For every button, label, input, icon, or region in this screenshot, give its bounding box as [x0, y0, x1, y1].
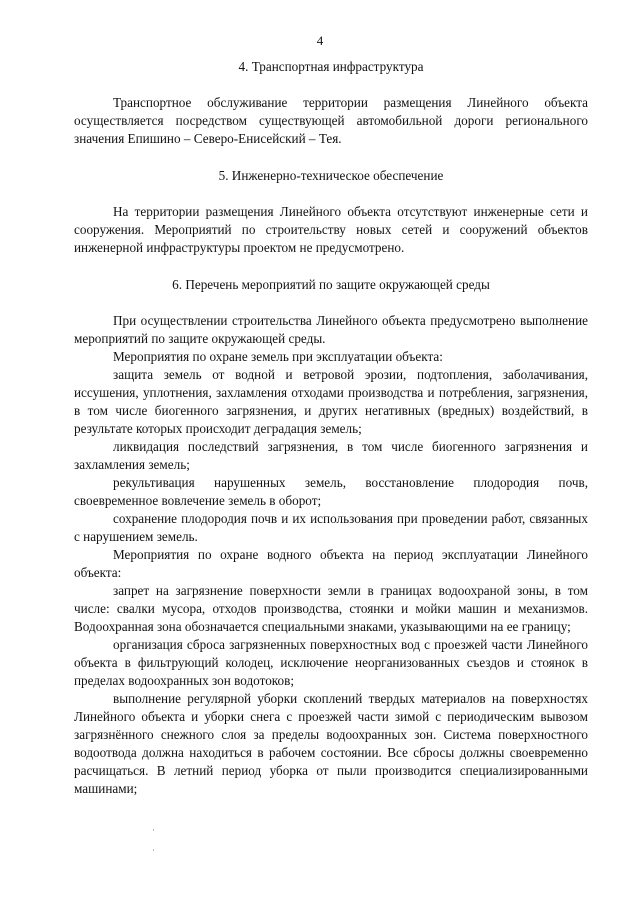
paragraph-transport: Транспортное обслуживание территории размещения Линейного объекта осуществляется посредством существующей автомобильной дороги регионального значения Епишино – Северо-Енисейский – Тея.	[74, 95, 588, 146]
paragraph-water-measures-title: Мероприятия по охране водного объекта на период эксплуатации Линейного объекта:	[74, 547, 588, 580]
paragraph-cleaning: выполнение регулярной уборки скоплений твердых материалов на поверхностях Линейного объекта и уборки снега с проезжей части зимой с периодическим вывозом загрязнённого снежного слоя за пределы водоохранных зон. Система поверхностного водоотвода должна находиться в рабочем состоянии. Все сбросы должны своевременно расчищаться. В летний период уборка от пыли производится специализированными машинами;	[74, 691, 588, 796]
paragraph-runoff-organization: организация сброса загрязненных поверхностных вод с проезжей части Линейного объекта в фильтрующий колодец, исключение неорганизованных съездов и стоянок в пределах водоохранных зон водотоков;	[74, 637, 588, 688]
paragraph-land-protection: защита земель от водной и ветровой эрозии, подтопления, заболачивания, иссушения, уплотнения, захламления отходами производства и потребления, загрязнения, в том числе биогенного загрязнения, и других негативных (вредных) воздействий, в результате которых происходит деградация земель;	[74, 367, 588, 436]
paragraph-land-measures-title: Мероприятия по охране земель при эксплуатации объекта:	[113, 349, 443, 364]
section-heading-transport: 4. Транспортная инфраструктура	[238, 59, 424, 74]
scan-speck: ·	[152, 845, 155, 855]
paragraph-water-zone-ban: запрет на загрязнение поверхности земли в границах водоохраной зоны, в том числе: свалки мусора, отходов производства, стоянки и мойки машин и механизмов. Водоохранная зона обозначается специальными знаками, указывающими на ее границу;	[74, 583, 588, 634]
document-body	[74, 58, 588, 798]
scan-speck: ·	[152, 825, 155, 835]
paragraph-recultivation: рекультивация нарушенных земель, восстановление плодородия почв, своевременное вовлечение земель в оборот;	[74, 475, 588, 508]
paragraph-soil-fertility: сохранение плодородия почв и их использования при проведении работ, связанных с нарушением земель.	[74, 511, 588, 544]
page-number: 4	[316, 33, 324, 48]
section-heading-environment: 6. Перечень мероприятий по защите окружающей среды	[172, 277, 490, 292]
section-heading-engineering: 5. Инженерно-техническое обеспечение	[218, 168, 444, 183]
paragraph-environment-intro: При осуществлении строительства Линейного объекта предусмотрено выполнение мероприятий по защите окружающей среды.	[74, 313, 588, 346]
paragraph-engineering: На территории размещения Линейного объекта отсутствуют инженерные сети и сооружения. Мероприятий по строительству новых сетей и сооружений объектов инженерной инфраструктуры проектом не предусмотрено.	[74, 204, 588, 255]
paragraph-pollution-liquidation: ликвидация последствий загрязнения, в том числе биогенного загрязнения и захламления земель;	[74, 439, 588, 472]
